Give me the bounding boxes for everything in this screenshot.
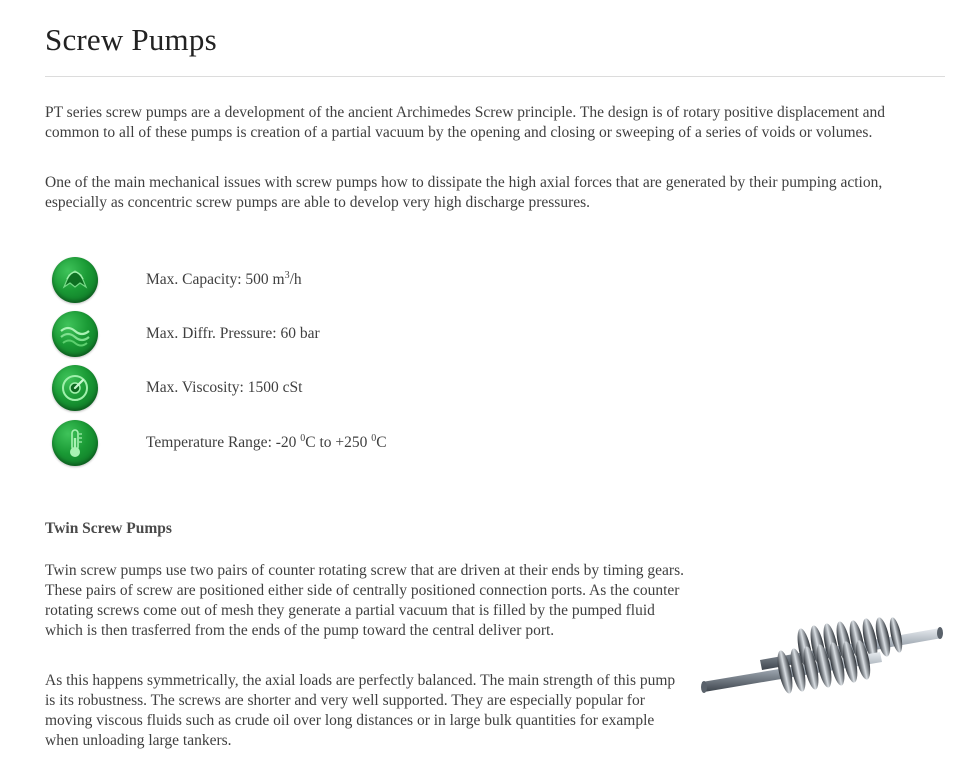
spec-row-capacity: [52, 256, 302, 304]
spec-row-pressure: [52, 310, 320, 358]
spec-pressure-label: Max. Diffr. Pressure: 60 bar: [146, 325, 320, 342]
title-divider: [45, 76, 945, 77]
capacity-icon: [52, 257, 98, 303]
twin-screw-rotor-image: [700, 610, 945, 700]
twin-screw-heading: Twin Screw Pumps: [45, 520, 172, 537]
spec-row-viscosity: [52, 364, 303, 412]
intro-paragraph-1: PT series screw pumps are a development of the ancient Archimedes Screw principle. The design is of rotary positive displacement and common to all of these pumps is creation of a partial vacuum by the opening and closing or sweeping of a series of voids or volumes.: [45, 104, 886, 141]
twin-paragraph-1: Twin screw pumps use two pairs of counter rotating screw that are driven at their ends by timing gears. These pairs of screw are positioned either side of centrally positioned connection ports. As the counter rotating screws come out of mesh they generate a partial vacuum that is filled by the pumped fluid which is then trasferred from the ends of the pump toward the central deliver port.: [45, 562, 684, 639]
spec-viscosity-label: Max. Viscosity: 1500 cSt: [146, 379, 303, 396]
thermometer-icon: [52, 420, 98, 466]
twin-paragraph-2: As this happens symmetrically, the axial loads are perfectly balanced. The main strength of this pump is its robustness. The screws are shorter and very well supported. They are especially popular for moving viscous fluids such as crude oil over long distances or in large bulk quantities for example when unloading large tankers.: [45, 672, 676, 749]
spec-row-temperature: [52, 419, 387, 467]
page-title: Screw Pumps: [45, 22, 217, 57]
spec-temperature-label: Temperature Range: -20 $^0$C to +250 $^0$C: [146, 432, 387, 451]
intro-paragraph-2: One of the main mechanical issues with screw pumps how to dissipate the high axial forces that are generated by their pumping action, especially as concentric screw pumps are able to develop very high discharge pressures.: [45, 174, 883, 211]
spec-capacity-label: Max. Capacity: 500 $m^3/h$: [146, 269, 302, 288]
pressure-icon: [52, 311, 98, 357]
viscosity-icon: [52, 365, 98, 411]
